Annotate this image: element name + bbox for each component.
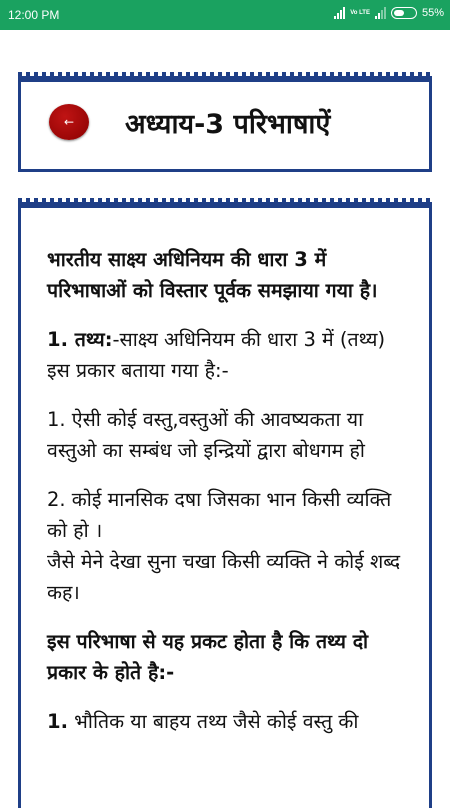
item-2-paragraph	[47, 706, 401, 737]
page-title: अध्याय-3 परिभाषाऐं	[125, 109, 331, 140]
fact-heading: 1. तथ्य:	[47, 328, 113, 351]
fact-definition-text: -साक्ष्य अधिनियम की धारा 3 में (तथ्य) इस प्रकार बताया गया है:-	[47, 328, 386, 382]
item-2-text: भौतिक या बाहय तथ्य जैसे कोई वस्तु की	[67, 710, 359, 733]
back-button[interactable]	[49, 104, 89, 140]
fact-definition-paragraph	[47, 324, 401, 386]
header-card	[18, 82, 432, 172]
wifi-signal-icon	[334, 7, 345, 19]
volte-label: Vo LTE	[350, 10, 370, 16]
status-time: 12:00 PM	[8, 8, 60, 22]
point-1: 1. ऐसी कोई वस्तु,वस्तुओं की आवष्यकता या वस्तुओ का सम्बंध जो इन्द्रियों द्वारा बोधगम हो	[47, 408, 365, 462]
item-2-number: 1.	[47, 710, 68, 733]
battery-level	[394, 10, 404, 16]
back-arrow-icon: ←	[63, 115, 75, 129]
status-icons	[334, 7, 444, 19]
battery-percent: 55%	[421, 7, 444, 19]
point-2: 2. कोई मानसिक दषा जिसका भान किसी व्यक्ति को हो ।	[47, 488, 392, 542]
header-decorative-border	[18, 72, 432, 82]
cell-signal-icon	[375, 7, 386, 19]
battery-icon	[391, 7, 417, 19]
content-card[interactable]	[18, 208, 432, 808]
point-2-paragraph	[47, 484, 401, 608]
example-text: जैसे मेने देखा सुना चखा किसी व्यक्ति ने कोई शब्द कह।	[47, 550, 401, 604]
status-bar	[0, 0, 450, 30]
intro-paragraph: भारतीय साक्ष्य अधिनियम की धारा 3 में परिभाषाओं को विस्तार पूर्वक समझाया गया है।	[47, 248, 378, 302]
subheading: इस परिभाषा से यह प्रकट होता है कि तथ्य दो प्रकार के होते है:-	[47, 630, 369, 684]
content-decorative-border	[18, 198, 432, 208]
